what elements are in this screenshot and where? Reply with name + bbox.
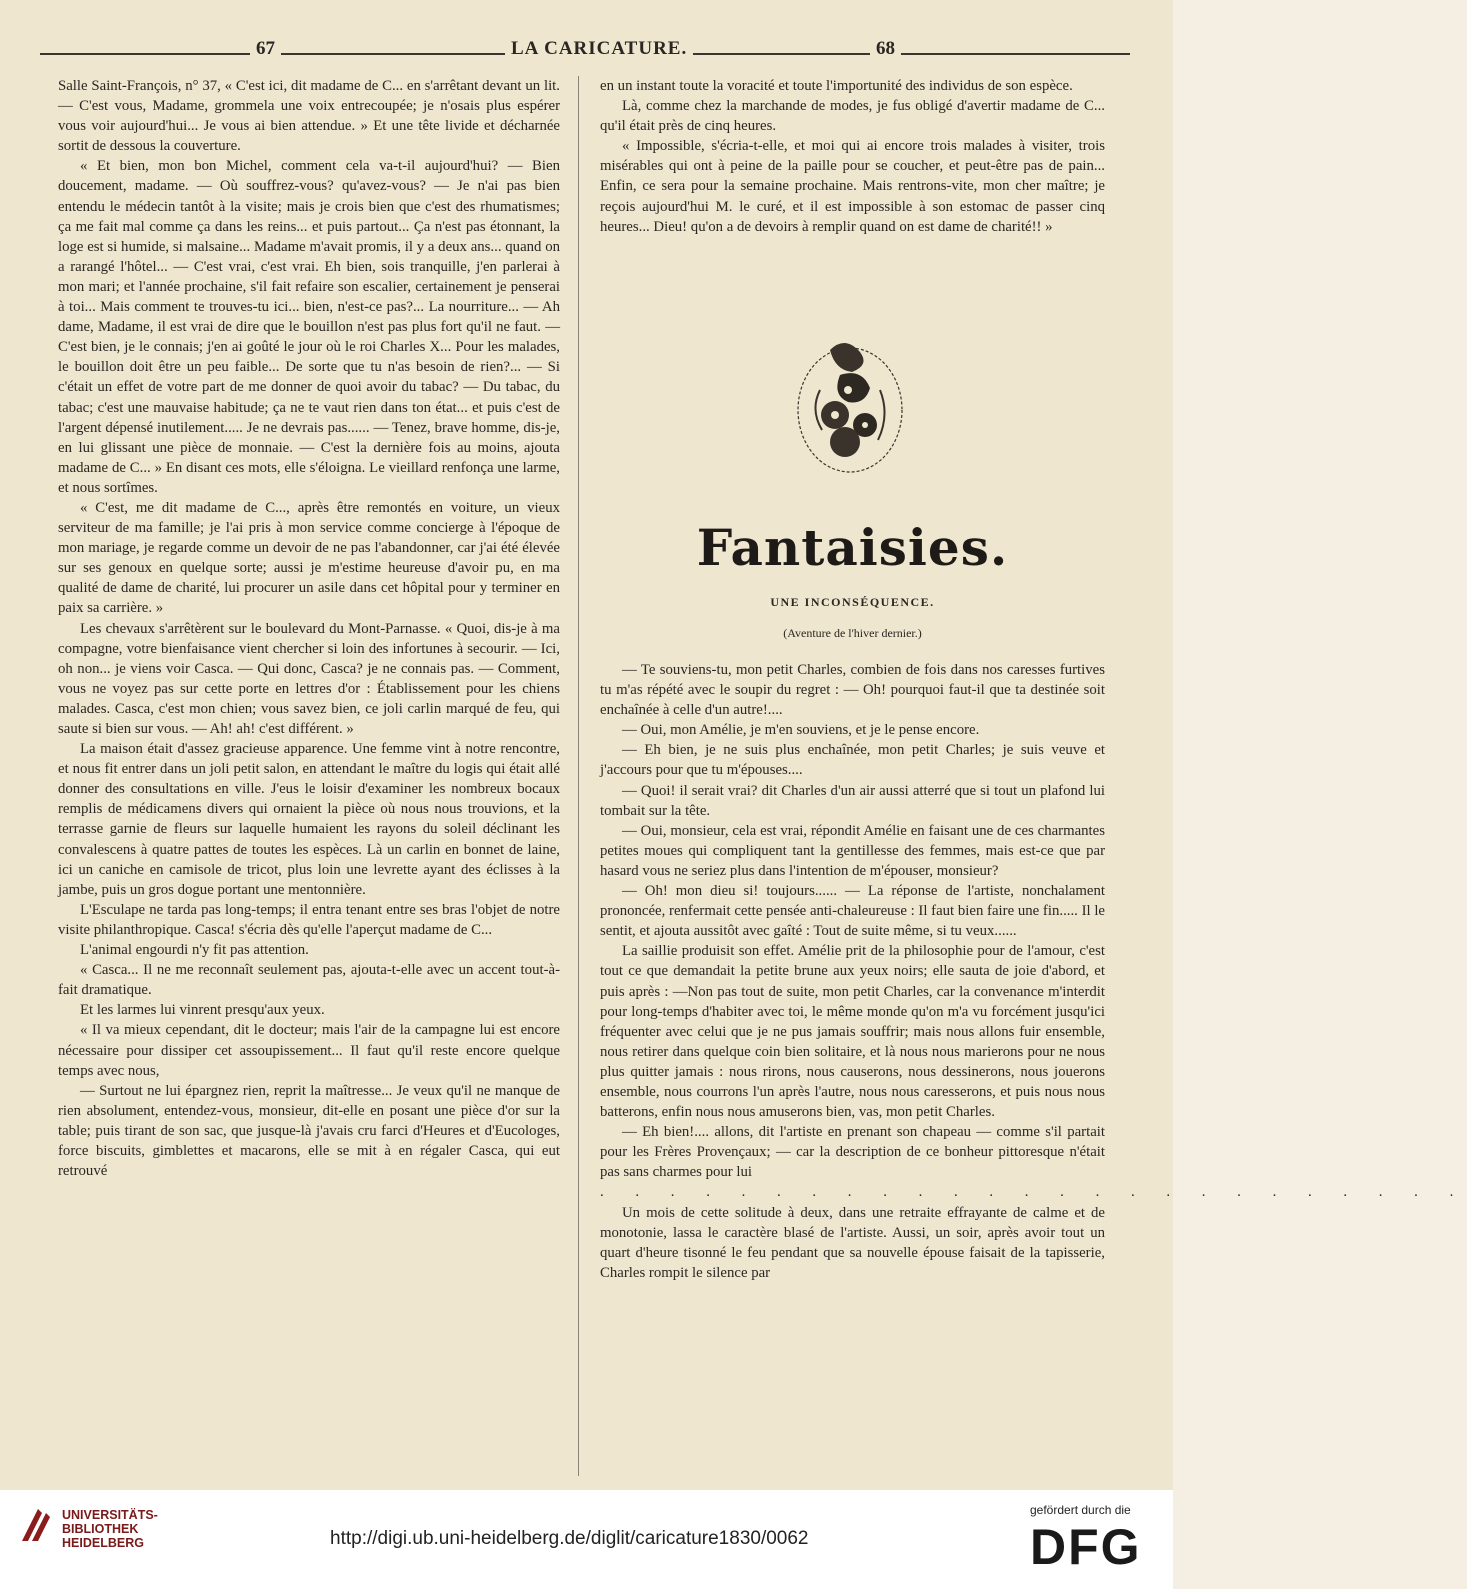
- running-header: [40, 38, 1130, 68]
- dfg-logo: DFG: [1030, 1519, 1142, 1575]
- library-name-line: BIBLIOTHEK: [62, 1522, 139, 1536]
- paragraph: — Oui, mon Amélie, je m'en souviens, et je le pense encore.: [622, 722, 980, 739]
- paragraph: — Eh bien!.... allons, dit l'artiste en prenant son chapeau — comme s'il partait pour les Frères Provençaux; — car la description de ce bonheur pittoresque n'était pas sans charmes pour lui: [600, 1124, 1105, 1181]
- paragraph: « Il va mieux cependant, dit le docteur; mais l'air de la campagne lui est encore nécessaire pour dissiper cet assoupissement... Il faut qu'il reste encore quelque temps avec nous,: [58, 1022, 560, 1079]
- paragraph: — Eh bien, je ne suis plus enchaînée, mon petit Charles; je suis veuve et j'accours pour que tu m'épouses....: [600, 742, 1105, 779]
- paragraph: Salle Saint-François, n° 37, « C'est ici, dit madame de C... en s'arrêtant devant un lit. — C'est vous, Madame, grommela une voix entrecoupée; je n'osais plus espérer vous voir aujourd'hui... Je vous ai bien attendue. » Et une tête livide et décharnée sortit de dessous la couverture.: [58, 78, 560, 155]
- paragraph: Là, comme chez la marchande de modes, je fus obligé d'avertir madame de C... qu'il était près de cinq heures.: [600, 98, 1105, 135]
- left-column: [58, 76, 560, 1471]
- paragraph: « C'est, me dit madame de C..., après être remontés en voiture, un vieux serviteur de ma famille; je l'ai pris à mon service comme concierge à l'époque de mon mariage, je regarde comme un devoir de ne pas l'abandonner, car j'ai été élevée sur ses genoux en quelque sorte; aussi je m'estime heureuse d'avoir pu, en ma qualité de dame de charité, lui procurer un asile dans cet hôpital pour y terminer en paix sa carrière. »: [58, 499, 560, 617]
- library-name-line: UNIVERSITÄTS-: [62, 1508, 158, 1522]
- source-url-link[interactable]: http://digi.ub.uni-heidelberg.de/diglit/caricature1830/0062: [330, 1528, 809, 1549]
- sponsor-label: gefördert durch die: [1030, 1503, 1131, 1517]
- paragraph: — Oui, monsieur, cela est vrai, répondit Amélie en faisant une de ces charmantes petites moues qui compliquent tant la gentillesse des femmes, mais est-ce que par hasard vous ne seriez plus dans l'intention de m'épouser, monsieur?: [600, 822, 1105, 879]
- paragraph: Les chevaux s'arrêtèrent sur le boulevard du Mont-Parnasse. « Quoi, dis-je à ma compagne, votre bienfaisance vient chercher si loin des infortunes à secourir. — Ici, oh non... je viens voir Casca. — Qui donc, Casca? je ne connais pas. — Comment, vous ne voyez pas sur cette porte en lettres d'or : Établissement pour les chiens malades. Casca, c'est mon chien; vous savez bien, ce joli carlin marqué de feu, qui saute si bien sur vous. — Ah! ah! c'est différent. »: [58, 620, 560, 737]
- library-logo-icon: [18, 1505, 54, 1545]
- paragraph: en un instant toute la voracité et toute l'importunité des individus de son espèce.: [600, 78, 1073, 94]
- page-number-left: 67: [250, 38, 281, 60]
- dotted-separator: . . . . . . . . . . . . . . . . . . . . . . . . .: [600, 1184, 1467, 1201]
- paragraph: « Et bien, mon bon Michel, comment cela va-t-il aujourd'hui? — Bien doucement, madame. — Où souffrez-vous? qu'avez-vous? — Je n'ai pas bien entendu le médecin tantôt à la visite; mais je crois bien que c'est des rhumatismes; ça me fait mal comme ça dans les reins... et puis partout... Ça n'est pas étonnant, la loge est si humide, si malsaine... Madame m'avait promis, il y a deux ans... quand on a rarangé l'hôtel... — C'est vrai, c'est vrai. Eh bien, sois tranquille, j'en parlerai à mon mari; et l'année prochaine, s'il fait refaire son escalier, certainement je penserai à toi... Mais comment te trouves-tu ici... bien, n'est-ce pas?... La nourriture... — Ah dame, Madame, il est vrai de dire que le bouillon n'est pas plus fort qu'il ne faut. — C'est bien, je le connais; j'en ai goûté le jour où le roi Charles X... Pour les malades, le bouillon doit être un peu faible... De sorte que tu n'as besoin de rien?... — Si c'était un effet de votre part de me donner de quoi avoir du tabac? — Du tabac, du tabac; c'est une mauvaise habitude; ça ne te vaut rien dans ton état... et puis c'est de l'argent dépensé inutilement..... Je ne devrais pas...... — Tenez, brave homme, dis-je, en lui glissant une pièce de monnaie. — C'est la dernière fois au moins, ajouta madame de C... » En disant ces mots, elle s'éloigna. Le vieillard renfonça une larme, et nous sortîmes.: [58, 158, 560, 496]
- paragraph: « Casca... Il ne me reconnaît seulement pas, ajouta-t-elle avec un accent tout-à-fait dramatique.: [58, 962, 560, 999]
- floral-vignette-icon: [790, 330, 910, 480]
- story-subtitle: UNE INCONSÉQUENCE.: [770, 595, 935, 609]
- paragraph: — Quoi! il serait vrai? dit Charles d'un air aussi atterré que si tout un plafond lui tombait sur la tête.: [600, 782, 1105, 819]
- library-name-line: HEIDELBERG: [62, 1536, 144, 1550]
- paragraph: Et les larmes lui vinrent presqu'aux yeux.: [80, 1002, 325, 1019]
- story-note: (Aventure de l'hiver dernier.): [783, 626, 922, 640]
- paragraph: L'Esculape ne tarda pas long-temps; il entra tenant entre ses bras l'objet de notre visite philanthropique. Casca! s'écria dès qu'elle l'aperçut madame de C...: [58, 901, 560, 938]
- paragraph: « Impossible, s'écria-t-elle, et moi qui ai encore trois malades à visiter, trois misérables qui ont à peine de la paille pour se coucher, et peut-être pas de pain... Enfin, ce sera pour la semaine prochaine. Mais rentrons-vite, mon cher maître; je reçois aujourd'hui M. le curé, et il est impossible à son estomac de passer cinq heures... Dieu! qu'on a de devoirs à remplir quand on est dame de charité!! »: [600, 138, 1105, 235]
- paragraph: — Surtout ne lui épargnez rien, reprit la maîtresse... Je veux qu'il ne manque de rien absolument, entendez-vous, monsieur, dit-elle en posant une pièce d'or sur la table; puis tirant de son sac, que jusque-là j'avais cru farci d'Heures et d'Eucologes, force biscuits, gimblettes et macarons, elle se mit à en régaler Casca, qui eut retrouvé: [58, 1082, 560, 1180]
- library-name: [62, 1508, 158, 1550]
- masthead-title: LA CARICATURE.: [505, 38, 693, 60]
- column-divider: [578, 76, 579, 1476]
- right-column-story: [600, 660, 1467, 1283]
- paragraph: — Oh! mon dieu si! toujours...... — La réponse de l'artiste, nonchalament prononcée, renfermait cette pensée anti-chaleureuse : Il faut bien faire une fin..... Il le sentit, et ajouta aussitôt avec gaîté : Tout de suite même, si tu veux......: [600, 883, 1105, 940]
- paragraph: Un mois de cette solitude à deux, dans une retraite effrayante de calme et de monotonie, lassa le caractère blasé de l'artiste. Aussi, un soir, après avoir tout un quart d'heure tisonné le feu pendant que sa nouvelle épouse faisait de la tapisserie, Charles rompit le silence par: [600, 1204, 1105, 1281]
- paragraph: La maison était d'assez gracieuse apparence. Une femme vint à notre rencontre, et nous fit entrer dans un joli petit salon, en attendant le maître du logis qui était allé donner des consultations en ville. J'eus le loisir d'examiner les nombreux bocaux remplis de médicamens divers qui ornaient la pièce où nous nous trouvions, et la terrasse garnie de fleurs sur laquelle humaient les rayons du soleil déclinant les convalescens à quatre pattes de toutes les espèces. Là un carlin en bonnet de laine, ici un caniche en camisole de tricot, plus loin une levrette ayant des éclisses à la jambe, puis un gros dogue portant une mentonnière.: [58, 741, 560, 898]
- section-title: Fantaisies.: [696, 518, 1009, 577]
- right-column-top: [600, 76, 1105, 237]
- page-number-right: 68: [870, 38, 901, 60]
- paragraph: L'animal engourdi n'y fit pas attention.: [80, 942, 309, 959]
- paragraph: La saillie produisit son effet. Amélie prit de la philosophie pour de l'amour, c'est tout ce que demandait la petite brune aux yeux noirs; elle sauta de joie d'abord, et puis après : —Non pas tout de suite, mon petit Charles, car la convenance m'interdit pour long-temps d'habiter avec toi, le même monde qu'on m'a vu forcément jusqu'ici fréquenter avec celui que je ne pus jamais souffrir; mais nous allons fuir ensemble, nous retirer dans quelque coin bien solitaire, et là nous nous marierons pour ne nous plus quitter jamais : nous rirons, nous causerons, nous dessinerons, nous jouerons ensemble, nous courrons l'un après l'autre, nous nous caresserons, et puis nous nous batterons, enfin nous nous amuserons bien, vas, mon petit Charles.: [600, 943, 1105, 1121]
- paragraph: — Te souviens-tu, mon petit Charles, combien de fois dans nos caresses furtives tu m'as répété avec le soupir du regret : — Oh! pourquoi faut-il que ta destinée soit enchaînée à celle d'un autre!....: [600, 662, 1105, 719]
